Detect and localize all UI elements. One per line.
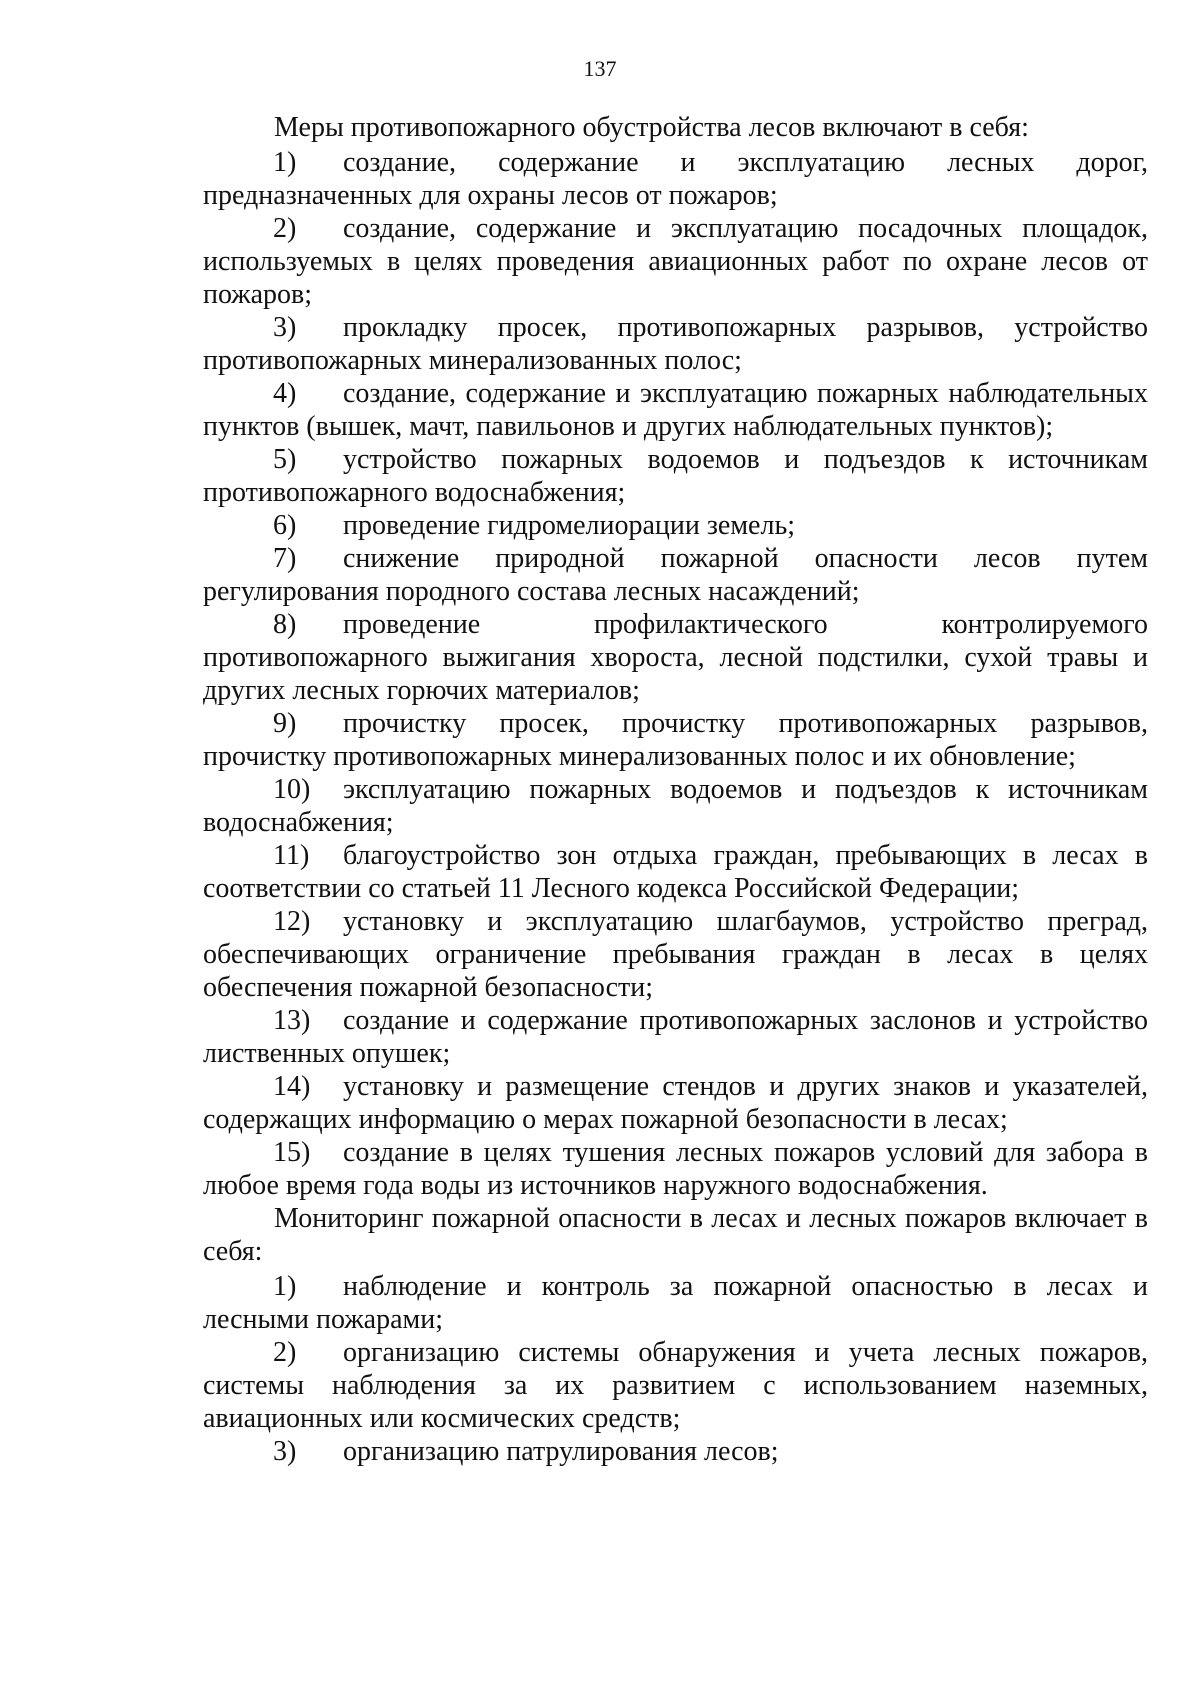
list-item-text: прочистку просек, прочистку противопожарных разрывов, прочистку противопожарных минерализованных полос и их обновление; (203, 708, 1148, 772)
list-item (203, 1270, 1148, 1336)
list-item-text: проведение гидромелиорации земель; (343, 510, 795, 541)
list-item-number: 11) (273, 840, 310, 871)
list-item-number: 6) (273, 510, 297, 541)
list-item-number: 3) (273, 1436, 297, 1467)
list-item-number: 2) (273, 1337, 297, 1368)
document-body (203, 111, 1148, 1468)
list-item (203, 542, 1148, 608)
list-item-number: 2) (273, 213, 297, 244)
list-item (203, 773, 1148, 839)
list-item-number: 13) (273, 1005, 311, 1036)
list-item-text: эксплуатацию пожарных водоемов и подъездов к источникам водоснабжения; (203, 774, 1148, 838)
list-item-text: установку и размещение стендов и других знаков и указателей, содержащих информацию о мерах пожарной безопасности в лесах; (203, 1071, 1148, 1135)
list-item (203, 146, 1148, 212)
list-item-number: 3) (273, 312, 297, 343)
list-item (203, 608, 1148, 707)
list-item-number: 1) (273, 1271, 297, 1302)
list-item (203, 377, 1148, 443)
section-intro: Меры противопожарного обустройства лесов включают в себя: (274, 112, 1029, 143)
page-number: 137 (583, 56, 617, 81)
list-item-text: снижение природной пожарной опасности лесов путем регулирования породного состава лесных насаждений; (203, 543, 1148, 607)
list-item-text: установку и эксплуатацию шлагбаумов, устройство преград, обеспечивающих ограничение пребывания граждан в лесах в целях обеспечения пожарной безопасности; (203, 906, 1148, 1003)
list-item (203, 905, 1148, 1004)
list-item-text: создание, содержание и эксплуатацию пожарных наблюдательных пунктов (вышек, мачт, павильонов и других наблюдательных пунктов); (203, 378, 1148, 442)
list-item-number: 8) (273, 609, 297, 640)
list-item-text: организацию системы обнаружения и учета лесных пожаров, системы наблюдения за их развитием с использованием наземных, авиационных или космических средств; (203, 1337, 1148, 1434)
list-item (203, 212, 1148, 311)
list-item-number: 5) (273, 444, 297, 475)
list-item-number: 10) (273, 774, 311, 805)
list-item (203, 707, 1148, 773)
list-item (203, 1070, 1148, 1136)
list-item-text: наблюдение и контроль за пожарной опасностью в лесах и лесными пожарами; (203, 1271, 1148, 1335)
list-item (203, 1136, 1148, 1202)
list-item-text: создание и содержание противопожарных заслонов и устройство лиственных опушек; (203, 1005, 1148, 1069)
list-item-text: проведение профилактического контролируемого противопожарного выжигания хвороста, лесной подстилки, сухой травы и других лесных горючих материалов; (203, 609, 1148, 706)
list-item-text: прокладку просек, противопожарных разрывов, устройство противопожарных минерализованных полос; (203, 312, 1148, 376)
list-item-number: 12) (273, 906, 311, 937)
list-item-number: 15) (273, 1137, 311, 1168)
list-item (203, 1336, 1148, 1435)
list-item-text: благоустройство зон отдыха граждан, пребывающих в лесах в соответствии со статьей 11 Лесного кодекса Российской Федерации; (203, 840, 1148, 904)
list-item-number: 4) (273, 378, 297, 409)
list-item (203, 311, 1148, 377)
list-item-text: создание, содержание и эксплуатацию лесных дорог, предназначенных для охраны лесов от пожаров; (203, 147, 1148, 211)
list-item-text: организацию патрулирования лесов; (343, 1436, 779, 1467)
list-item-number: 9) (273, 708, 297, 739)
list-item-text: устройство пожарных водоемов и подъездов к источникам противопожарного водоснабжения; (203, 444, 1148, 508)
list-item (203, 1004, 1148, 1070)
list-item-text: создание в целях тушения лесных пожаров условий для забора в любое время года воды из источников наружного водоснабжения. (203, 1137, 1148, 1201)
list-item (203, 1435, 1148, 1468)
list-item-number: 1) (273, 147, 297, 178)
list-item (203, 509, 1148, 542)
section-intro: Мониторинг пожарной опасности в лесах и лесных пожаров включает в себя: (203, 1203, 1148, 1267)
list-item-number: 7) (273, 543, 297, 574)
list-item (203, 839, 1148, 905)
list-item-number: 14) (273, 1071, 311, 1102)
list-item (203, 443, 1148, 509)
list-item-text: создание, содержание и эксплуатацию посадочных площадок, используемых в целях проведения авиационных работ по охране лесов от пожаров; (203, 213, 1148, 310)
